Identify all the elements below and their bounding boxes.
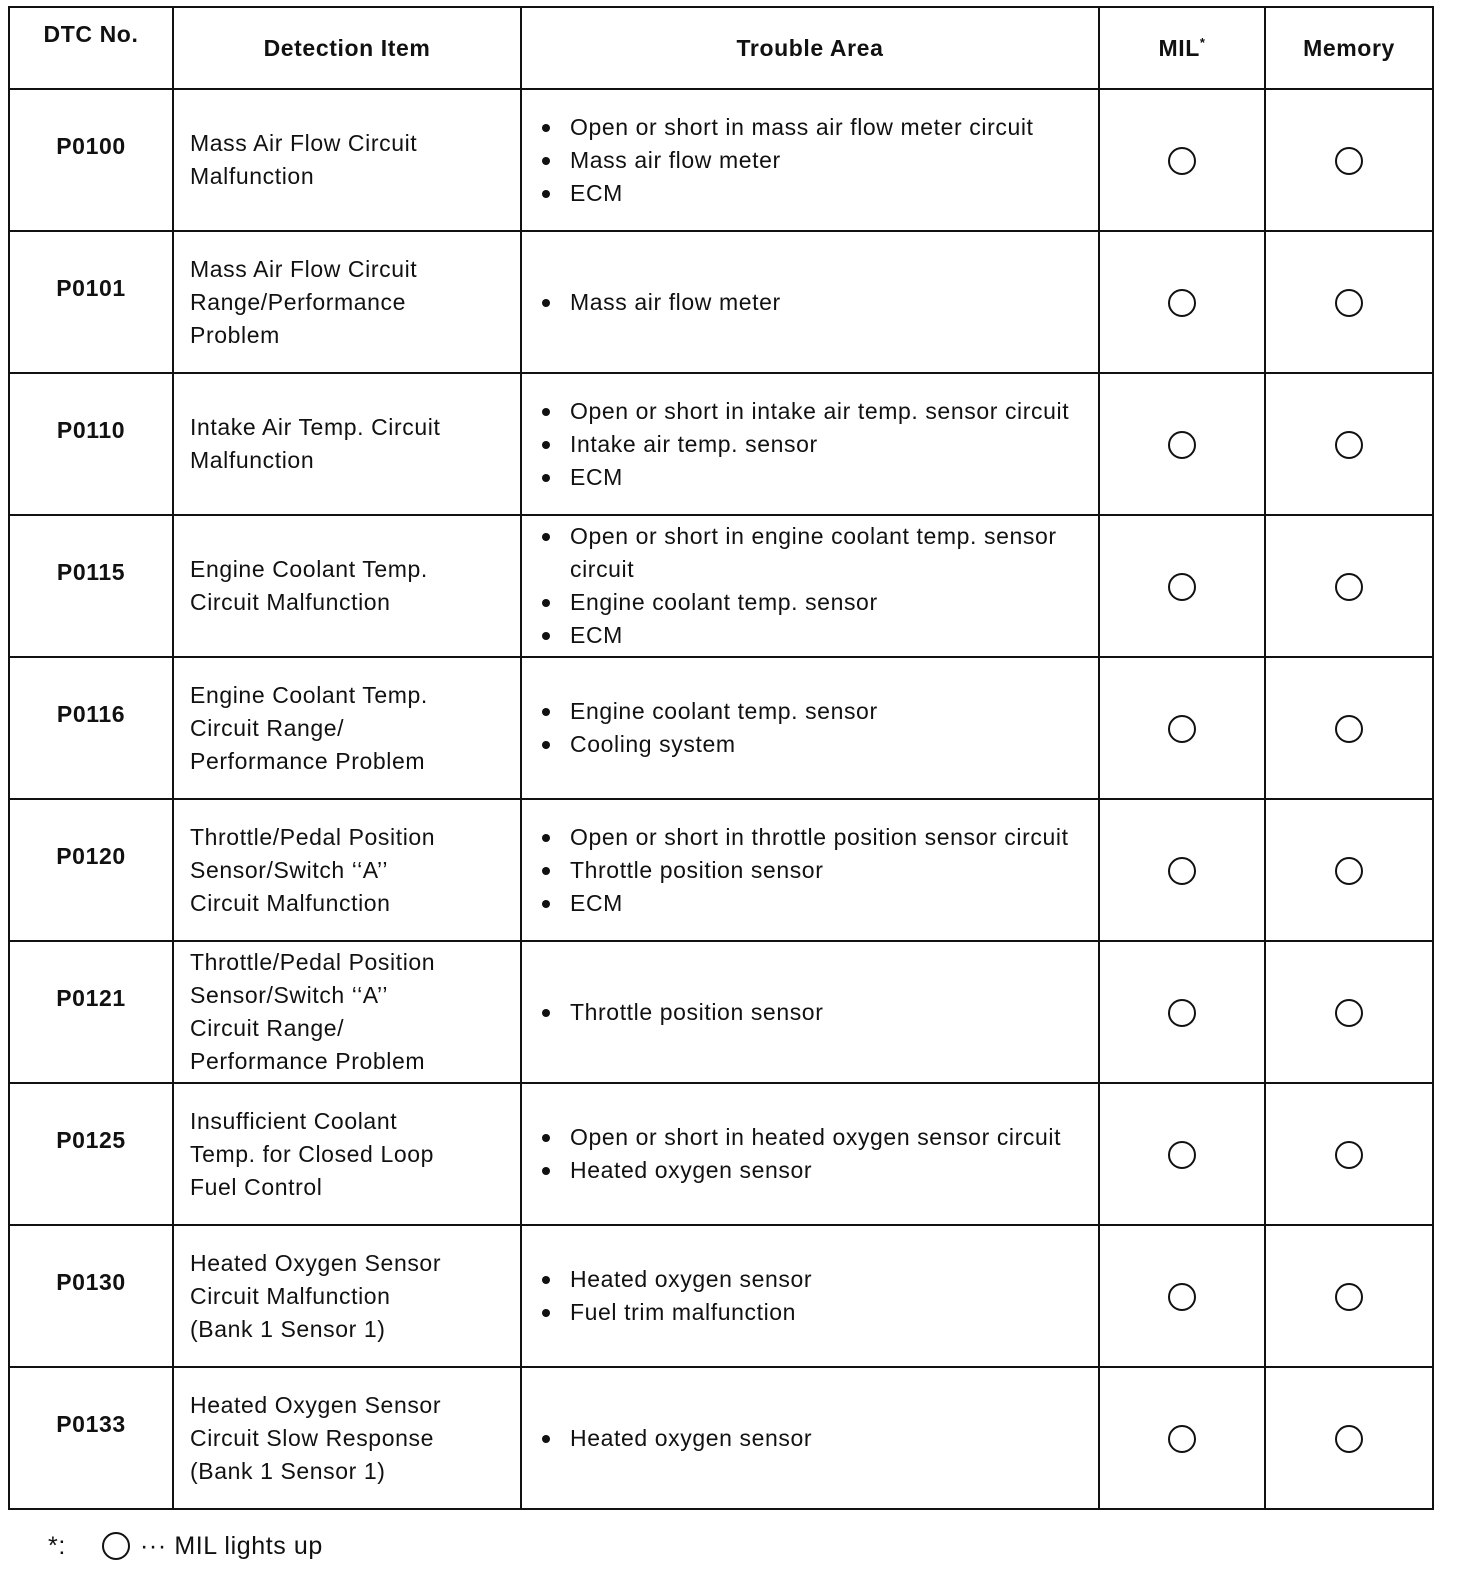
memory-cell	[1265, 1083, 1433, 1225]
detection-item-line: Fuel Control	[190, 1173, 323, 1200]
table-row	[9, 1367, 1433, 1509]
detection-item-line: Throttle/Pedal Position	[190, 949, 436, 975]
trouble-area-list	[538, 1422, 1088, 1455]
memory-cell	[1265, 657, 1433, 799]
table-row	[9, 373, 1433, 515]
detection-item-cell	[173, 231, 521, 373]
trouble-area-item: Throttle position sensor	[538, 996, 1088, 1029]
trouble-area-item: ECM	[538, 177, 1088, 210]
circle-mark-icon	[1168, 431, 1196, 459]
mil-cell	[1099, 231, 1265, 373]
dtc-table	[8, 6, 1434, 1510]
trouble-area-item: Mass air flow meter	[538, 286, 1088, 319]
circle-mark-icon	[1335, 857, 1363, 885]
dtc-code: P0130	[56, 1268, 126, 1295]
circle-mark-icon	[1168, 999, 1196, 1027]
trouble-area-cell	[521, 373, 1099, 515]
header-dtc-no: DTC No.	[9, 7, 173, 89]
circle-mark-icon	[1335, 1283, 1363, 1311]
trouble-area-list	[538, 996, 1088, 1029]
detection-item-line: Circuit Slow Response	[190, 1424, 434, 1451]
mil-cell	[1099, 657, 1265, 799]
trouble-area-cell	[521, 89, 1099, 231]
detection-item-line: Circuit Malfunction	[190, 889, 391, 916]
trouble-area-cell	[521, 515, 1099, 657]
dtc-code-cell	[9, 89, 173, 231]
detection-item-line: (Bank 1 Sensor 1)	[190, 1315, 386, 1342]
dtc-code-cell	[9, 657, 173, 799]
detection-item-line: Circuit Range/	[190, 714, 345, 741]
table-row	[9, 657, 1433, 799]
header-memory: Memory	[1265, 7, 1433, 89]
memory-cell	[1265, 1225, 1433, 1367]
trouble-area-item: Open or short in throttle position sensor circuit	[538, 821, 1088, 854]
dtc-code: P0116	[56, 700, 126, 727]
detection-item-line: Performance Problem	[190, 747, 426, 774]
trouble-area-list	[538, 111, 1088, 210]
trouble-area-item: Heated oxygen sensor	[538, 1422, 1088, 1455]
dtc-code-cell	[9, 1225, 173, 1367]
trouble-area-cell	[521, 657, 1099, 799]
trouble-area-list	[538, 821, 1088, 920]
table-row	[9, 515, 1433, 657]
detection-item-cell	[173, 89, 521, 231]
header-mil-label: MIL	[1158, 34, 1200, 61]
trouble-area-list	[538, 520, 1088, 652]
table-row	[9, 1083, 1433, 1225]
circle-mark-icon	[1335, 1425, 1363, 1453]
header-detection-item: Detection Item	[173, 7, 521, 89]
mil-cell	[1099, 799, 1265, 941]
trouble-area-item: Heated oxygen sensor	[538, 1263, 1088, 1296]
dtc-code: P0121	[56, 984, 126, 1011]
detection-item-line: Engine Coolant Temp.	[190, 556, 428, 582]
detection-item-line: Throttle/Pedal Position	[190, 823, 436, 850]
dtc-code-cell	[9, 799, 173, 941]
detection-item-line: Heated Oxygen Sensor	[190, 1249, 442, 1276]
detection-item-line: Circuit Range/	[190, 1015, 345, 1041]
trouble-area-item: Fuel trim malfunction	[538, 1296, 1088, 1329]
memory-cell	[1265, 89, 1433, 231]
detection-item-line: Malfunction	[190, 447, 315, 473]
detection-item-line: Problem	[190, 321, 280, 348]
dtc-code: P0125	[56, 1126, 126, 1153]
trouble-area-item: Cooling system	[538, 728, 1088, 761]
circle-mark-icon	[1335, 715, 1363, 743]
circle-mark-icon	[1335, 289, 1363, 317]
mil-cell	[1099, 89, 1265, 231]
circle-mark-icon	[1168, 1283, 1196, 1311]
table-row	[9, 231, 1433, 373]
trouble-area-item: Throttle position sensor	[538, 854, 1088, 887]
trouble-area-cell	[521, 231, 1099, 373]
detection-item-cell	[173, 941, 521, 1083]
trouble-area-cell	[521, 1083, 1099, 1225]
mil-cell	[1099, 1083, 1265, 1225]
trouble-area-list	[538, 1121, 1088, 1187]
table-row	[9, 941, 1433, 1083]
detection-item-line: Sensor/Switch ‘‘A’’	[190, 982, 389, 1008]
memory-cell	[1265, 1367, 1433, 1509]
detection-item-line: Heated Oxygen Sensor	[190, 1391, 442, 1418]
detection-item-line: Engine Coolant Temp.	[190, 681, 428, 708]
memory-cell	[1265, 799, 1433, 941]
detection-item-line: Range/Performance	[190, 288, 407, 315]
header-mil	[1099, 7, 1265, 89]
header-mil-asterisk: *	[1199, 34, 1206, 50]
detection-item-line: Circuit Malfunction	[190, 589, 391, 615]
trouble-area-item: Open or short in heated oxygen sensor circuit	[538, 1121, 1088, 1154]
dtc-code: P0101	[56, 274, 126, 301]
dtc-code-cell	[9, 1083, 173, 1225]
circle-mark-icon	[1335, 573, 1363, 601]
trouble-area-item: ECM	[538, 461, 1088, 494]
detection-item-line: Sensor/Switch ‘‘A’’	[190, 856, 389, 883]
circle-mark-icon	[1335, 431, 1363, 459]
mil-cell	[1099, 373, 1265, 515]
dtc-code-cell	[9, 373, 173, 515]
memory-cell	[1265, 941, 1433, 1083]
memory-cell	[1265, 515, 1433, 657]
header-trouble-area: Trouble Area	[521, 7, 1099, 89]
table-row	[9, 1225, 1433, 1367]
detection-item-line: Circuit Malfunction	[190, 1282, 391, 1309]
circle-mark-icon	[1335, 999, 1363, 1027]
mil-cell	[1099, 515, 1265, 657]
trouble-area-item: Open or short in intake air temp. sensor circuit	[538, 395, 1088, 428]
trouble-area-list	[538, 1263, 1088, 1329]
trouble-area-list	[538, 286, 1088, 319]
detection-item-line: Insufficient Coolant	[190, 1107, 398, 1134]
circle-mark-icon	[1335, 147, 1363, 175]
trouble-area-cell	[521, 941, 1099, 1083]
dtc-code-cell	[9, 1367, 173, 1509]
circle-mark-icon	[1168, 715, 1196, 743]
mil-cell	[1099, 1367, 1265, 1509]
detection-item-cell	[173, 373, 521, 515]
detection-item-line: Intake Air Temp. Circuit	[190, 414, 441, 440]
trouble-area-item: Mass air flow meter	[538, 144, 1088, 177]
trouble-area-item: Heated oxygen sensor	[538, 1154, 1088, 1187]
detection-item-cell	[173, 799, 521, 941]
mil-cell	[1099, 1225, 1265, 1367]
dtc-code-cell	[9, 941, 173, 1083]
dtc-code: P0120	[56, 842, 126, 869]
detection-item-line: Mass Air Flow Circuit	[190, 130, 418, 156]
detection-item-line: Performance Problem	[190, 1048, 426, 1074]
circle-mark-icon	[1335, 1141, 1363, 1169]
table-header-row	[9, 7, 1433, 89]
trouble-area-list	[538, 695, 1088, 761]
dtc-code-cell	[9, 515, 173, 657]
trouble-area-item: ECM	[538, 619, 1088, 652]
detection-item-cell	[173, 1225, 521, 1367]
detection-item-line: Malfunction	[190, 163, 315, 189]
dtc-code: P0110	[56, 416, 126, 443]
table-row	[9, 799, 1433, 941]
circle-mark-icon	[1168, 147, 1196, 175]
circle-mark-icon	[1168, 1141, 1196, 1169]
detection-item-cell	[173, 1367, 521, 1509]
trouble-area-cell	[521, 1225, 1099, 1367]
trouble-area-list	[538, 395, 1088, 494]
trouble-area-item: Intake air temp. sensor	[538, 428, 1088, 461]
trouble-area-item: Engine coolant temp. sensor	[538, 695, 1088, 728]
mil-cell	[1099, 941, 1265, 1083]
detection-item-cell	[173, 657, 521, 799]
memory-cell	[1265, 373, 1433, 515]
dtc-code-cell	[9, 231, 173, 373]
dtc-code: P0133	[56, 1410, 126, 1437]
detection-item-line: Mass Air Flow Circuit	[190, 255, 418, 282]
trouble-area-item: Engine coolant temp. sensor	[538, 586, 1088, 619]
detection-item-cell	[173, 1083, 521, 1225]
dtc-code: P0115	[56, 558, 126, 585]
trouble-area-item: ECM	[538, 887, 1088, 920]
memory-cell	[1265, 231, 1433, 373]
detection-item-cell	[173, 515, 521, 657]
dtc-code: P0100	[56, 132, 126, 159]
circle-mark-icon	[1168, 857, 1196, 885]
circle-mark-icon	[1168, 573, 1196, 601]
circle-mark-icon	[102, 1532, 130, 1560]
footnote-asterisk: *:	[48, 1532, 66, 1560]
trouble-area-cell	[521, 799, 1099, 941]
trouble-area-cell	[521, 1367, 1099, 1509]
detection-item-line: Temp. for Closed Loop	[190, 1140, 435, 1167]
trouble-area-item: Open or short in engine coolant temp. sensor circuit	[538, 520, 1088, 586]
detection-item-line: (Bank 1 Sensor 1)	[190, 1457, 386, 1484]
trouble-area-item: Open or short in mass air flow meter circuit	[538, 111, 1088, 144]
footnote-text: ··· MIL lights up	[140, 1532, 323, 1560]
table-row	[9, 89, 1433, 231]
footnote	[48, 1528, 323, 1564]
circle-mark-icon	[1168, 1425, 1196, 1453]
circle-mark-icon	[1168, 289, 1196, 317]
